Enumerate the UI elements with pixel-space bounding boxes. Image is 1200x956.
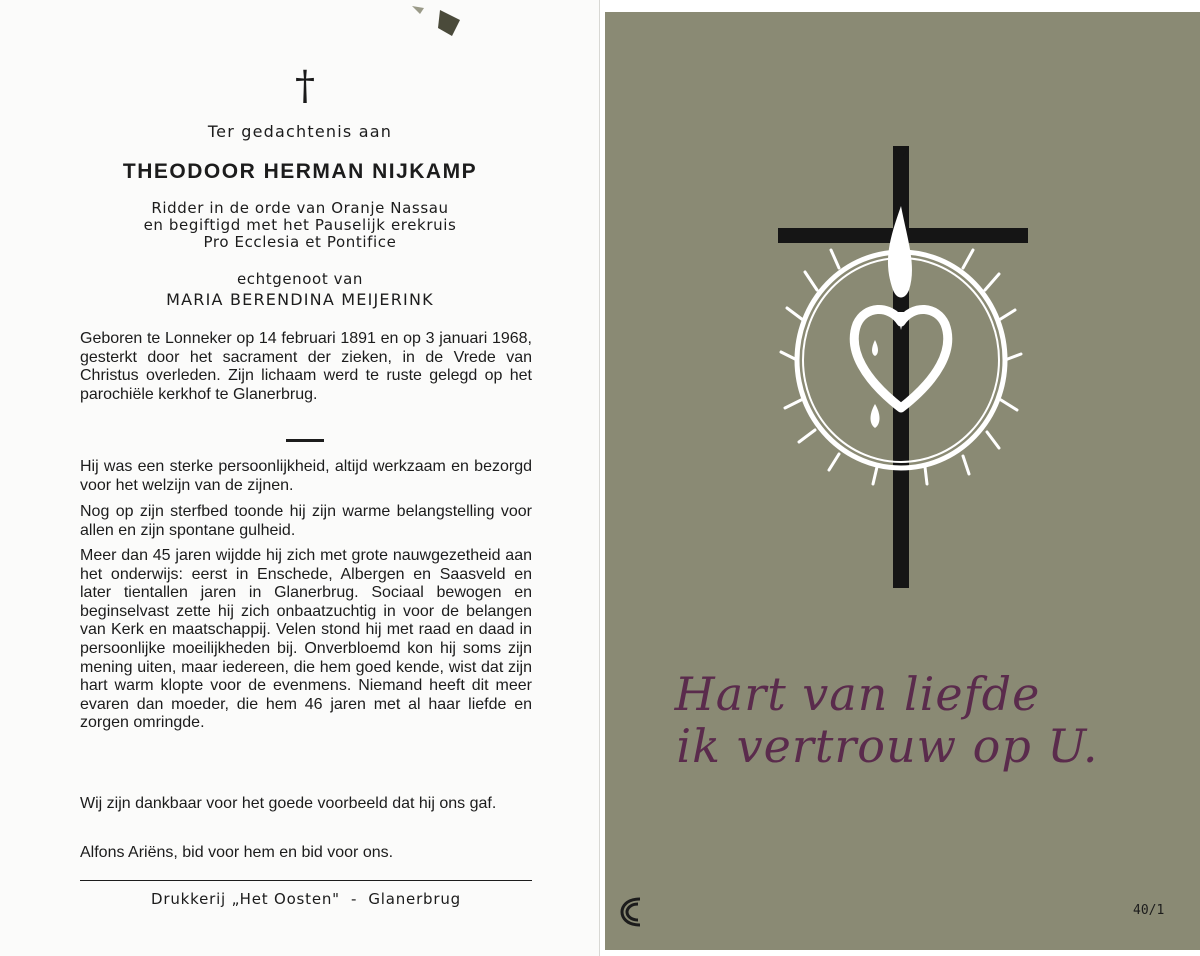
honor-line: Pro Ecclesia et Pontifice — [203, 233, 397, 251]
honor-line: Ridder in de orde van Oranje Nassau — [151, 199, 449, 217]
biography-paragraph: Geboren te Lonneker op 14 februari 1891 en op 3 januari 1968, gesterkt door het sacrament der zieken, in de Vrede van Christus overleden. Zijn lichaam werd te ruste gelegd op het parochiële kerkhof te Glanerbrug. — [80, 330, 532, 403]
torn-corner-mark — [410, 2, 470, 42]
tribute-paragraph: Meer dan 45 jaren wijdde hij zich met grote nauwgezetheid aan het onderwijs: eerst in Enschede, Albergen en Saasveld en later tientallen jaren in Glanerbrug. Sociaal bewogen en beginselvast zette hij zich onbaatzuchtig in voor de belangen van Kerk en maatschappij. Velen stond hij met raad en daad in persoonlijke moeilijkheden bij. Onverbloemd kon hij soms zijn mening uiten, maar iedereen, die hem goed kende, wist dat zijn hart warm klopte voor de evenmens. Niemand heeft dit meer evaren dan moeder, die hem 46 jaren met al haar liefde en zorgen omringde. — [80, 547, 532, 732]
prayer-line: Alfons Ariëns, bid voor hem en bid voor ons. — [80, 844, 394, 861]
footer-divider — [80, 880, 532, 881]
cross-icon — [778, 146, 1028, 588]
tribute-paragraph: Hij was een sterke persoonlijkheid, altijd werkzaam en bezorgd voor het welzijn van de zijnen. — [80, 458, 532, 494]
spouse-name: MARIA BERENDINA MEIJERINK — [166, 290, 434, 309]
motto-text — [605, 668, 1200, 772]
printer-mark-icon — [618, 893, 644, 931]
tribute-paragraph: Wij zijn dankbaar voor het goede voorbeeld dat hij ons gaf. — [80, 795, 497, 812]
motto-line: ik vertrouw op U. — [676, 719, 1099, 773]
blood-drop-icon — [872, 340, 878, 356]
tribute-paragraph: Nog op zijn sterfbed toonde hij zijn warme belangstelling voor allen en zijn spontane gulheid. — [80, 503, 532, 539]
divider — [286, 439, 324, 442]
card-number: 40/1 — [1133, 903, 1165, 918]
memorial-line: Ter gedachtenis aan — [207, 122, 393, 141]
blood-drop-icon — [871, 404, 880, 428]
spouse-label: echtgenoot van — [236, 270, 364, 288]
printer-credit: Drukkerij „Het Oosten" - Glanerbrug — [151, 890, 461, 908]
honor-line: en begiftigd met het Pauselijk erekruis — [143, 216, 457, 234]
motto-line: Hart van liefde — [674, 667, 1041, 721]
cross-icon: † — [295, 63, 315, 109]
honors-block — [0, 200, 600, 251]
sacred-heart-illustration — [605, 0, 1200, 956]
deceased-name: THEODOOR HERMAN NIJKAMP — [122, 160, 478, 183]
